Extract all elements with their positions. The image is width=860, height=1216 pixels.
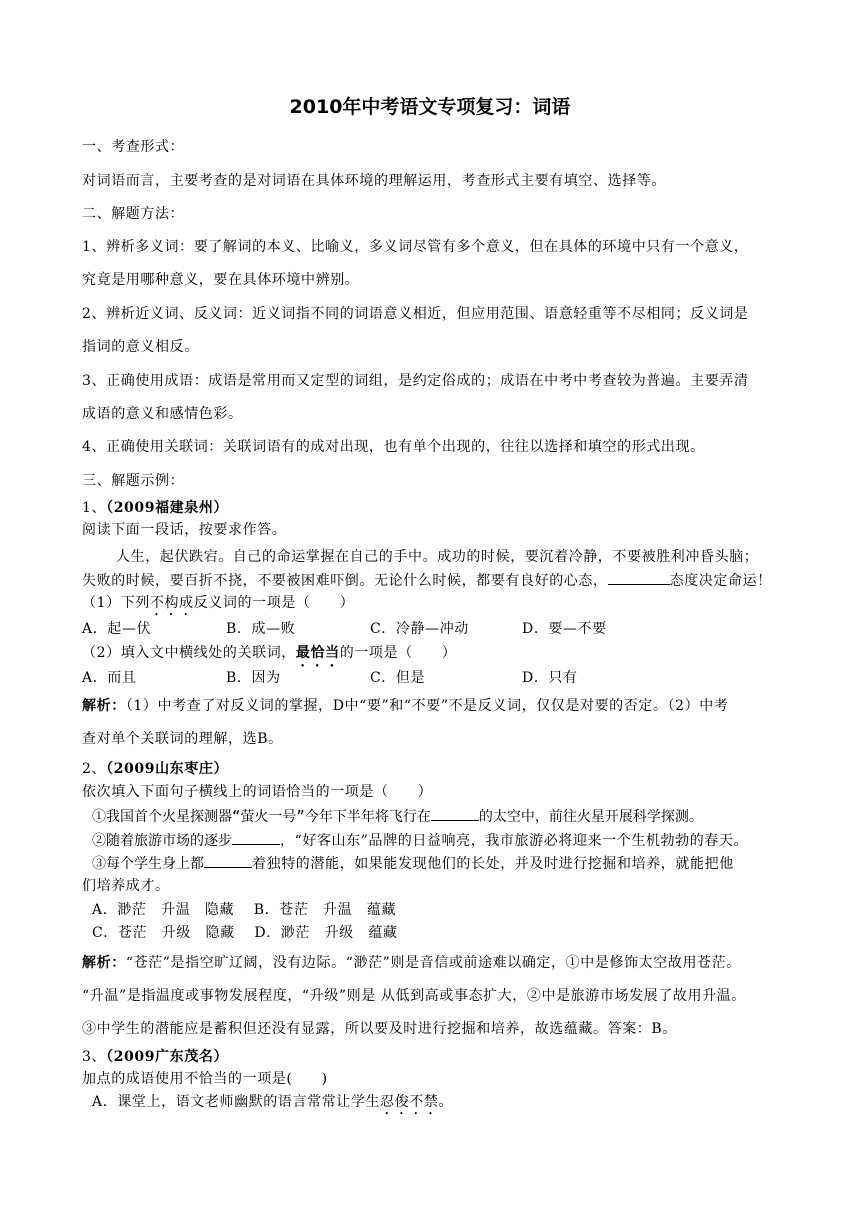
method-2-line-2: 指词的意义相反。 (82, 339, 199, 355)
q2-options-row-2: C．苍茫 升级 隐藏 D．渺茫 升级 蕴藏 (92, 925, 398, 941)
q1-sub2-option-a: A．而且 (82, 670, 137, 686)
q2-heading (82, 759, 782, 779)
fill-blank (431, 806, 479, 821)
method-4-line: 4、正确使用关联词：关联词语有的成对出现，也有单个出现的，往往以选择和填空的形式出现。 (82, 439, 705, 455)
q1-subquestion-1: （1）下列不构成反义词的一项是（ ） (82, 595, 355, 611)
analysis-label: 解析： (82, 698, 126, 714)
section-body-form: 对词语而言，主要考查的是对词语在具体环境的理解运用，考查形式主要有填空、选择等。 (82, 173, 666, 189)
method-3-line-1: 3、正确使用成语：成语是常用而又定型的词组，是约定俗成的；成语在中考中考查较为普遍。主要弄清 (82, 373, 749, 389)
method-1-line-1: 1、辨析多义词：要了解词的本义、比喻义，多义词尽管有多个意义，但在具体的环境中只有一个意义， (82, 239, 749, 255)
q1-source: （2009福建泉州） (106, 500, 229, 516)
q3-source: （2009广东茂名） (106, 1049, 229, 1065)
method-3-line-2: 成语的意义和感情色彩。 (82, 406, 243, 422)
q2-sentence-2: ②随着旅游市场的逐步 ，“好客山东”品牌的日益响亮，我市旅游必将迎来一个生机勃勃的春天。 (92, 830, 792, 851)
q2-sentence-3-cont: 们培养成才。 (82, 878, 170, 894)
q1-subquestion-2: （2）填入文中横线处的关联词，最恰当的一项是（ ） (82, 645, 457, 661)
q2-analysis-line-2: “升温”是指温度或事物发展程度，“升级”则是 从低到高或事态扩大，②中是旅游市场发展了故用升温。 (82, 988, 746, 1004)
q2-options-row-1: A．渺茫 升温 隐藏 B．苍茫 升温 蕴藏 (92, 902, 397, 918)
fill-blank (608, 570, 670, 585)
emphasized-key-phrase: 最恰当 (295, 645, 340, 661)
emphasized-key-phrase: 不构成 (149, 595, 194, 611)
analysis-label: 解析： (82, 955, 126, 971)
method-2-line-1: 2、辨析近义词、反义词：近义词指不同的词语意义相近，但应用范围、语意轻重等不尽相同；反义词是 (82, 306, 749, 322)
q2-analysis-line-1: 解析：“苍茫”是指空旷辽阔，没有边际。“渺茫”则是音信或前途难以确定，①中是修饰太空故用苍茫。 (82, 955, 741, 971)
q1-sub2-option-d: D．只有 (522, 670, 578, 686)
q2-source: （2009山东枣庄） (106, 761, 229, 777)
q1-analysis-line-1: 解析：（1）中考查了对反义词的掌握，D中“要”和“不要”不是反义词，仅仅是对要的否定。（2）中考 (82, 698, 729, 714)
section-heading-method: 二、解题方法： (82, 206, 185, 222)
q1-analysis-line-2: 查对单个关联词的理解，选B。 (82, 731, 283, 747)
q1-sub1-option-d: D．要—不要 (522, 621, 607, 637)
fill-blank (232, 830, 280, 845)
page-title: 2010年中考语文专项复习：词语 (289, 96, 571, 118)
q3-option-a: A．课堂上，语文老师幽默的语言常常让学生忍俊不禁。 (92, 1094, 454, 1110)
q2-analysis-line-3: ③中学生的潜能应是蓄积但还没有显露，所以要及时进行挖掘和培养，故选蕴藏。答案：B。 (82, 1021, 677, 1037)
q2-intro: 依次填入下面句子横线上的词语恰当的一项是（ ） (82, 784, 433, 800)
q1-heading (82, 498, 782, 518)
q1-passage-line-2: 失败的时候，要百折不挠，不要被困难吓倒。无论什么时候，都要有良好的心态， 态度决定命运！ (82, 570, 782, 591)
q1-sub2-option-c: C．但是 (370, 670, 426, 686)
q3-intro: 加点的成语使用不恰当的一项是( ) (82, 1071, 328, 1087)
q1-number: 1、 (82, 500, 107, 516)
q3-heading (82, 1047, 782, 1067)
section-heading-examples: 三、解题示例： (82, 473, 185, 489)
q2-sentence-3: ③每个学生身上都 着独特的潜能，如果能发现他们的长处，并及时进行挖掘和培养，就能把他 (92, 853, 792, 874)
method-1-line-2: 究竟是用哪种意义，要在具体环境中辨别。 (82, 272, 360, 288)
emphasized-idiom: 忍俊不禁 (380, 1094, 439, 1110)
q1-sub2-option-b: B．因为 (226, 670, 281, 686)
q1-sub1-option-c: C．冷静—冲动 (370, 621, 469, 637)
q1-sub1-option-a: A．起—伏 (82, 621, 152, 637)
q1-passage-line-1: 人生，起伏跌宕。自己的命运掌握在自己的手中。成功的时候，要沉着冷静，不要被胜利冲昏头脑； (116, 549, 759, 565)
q1-intro: 阅读下面一段话，按要求作答。 (82, 522, 287, 538)
fill-blank (204, 853, 252, 868)
q1-sub1-option-b: B．成—败 (226, 621, 296, 637)
section-heading-form: 一、考查形式： (82, 139, 185, 155)
q2-sentence-1: ①我国首个火星探测器“萤火一号”今年下半年将飞行在 的太空中，前往火星开展科学探测。 (92, 806, 792, 827)
q2-number: 2、 (82, 761, 107, 777)
q3-number: 3、 (82, 1049, 107, 1065)
